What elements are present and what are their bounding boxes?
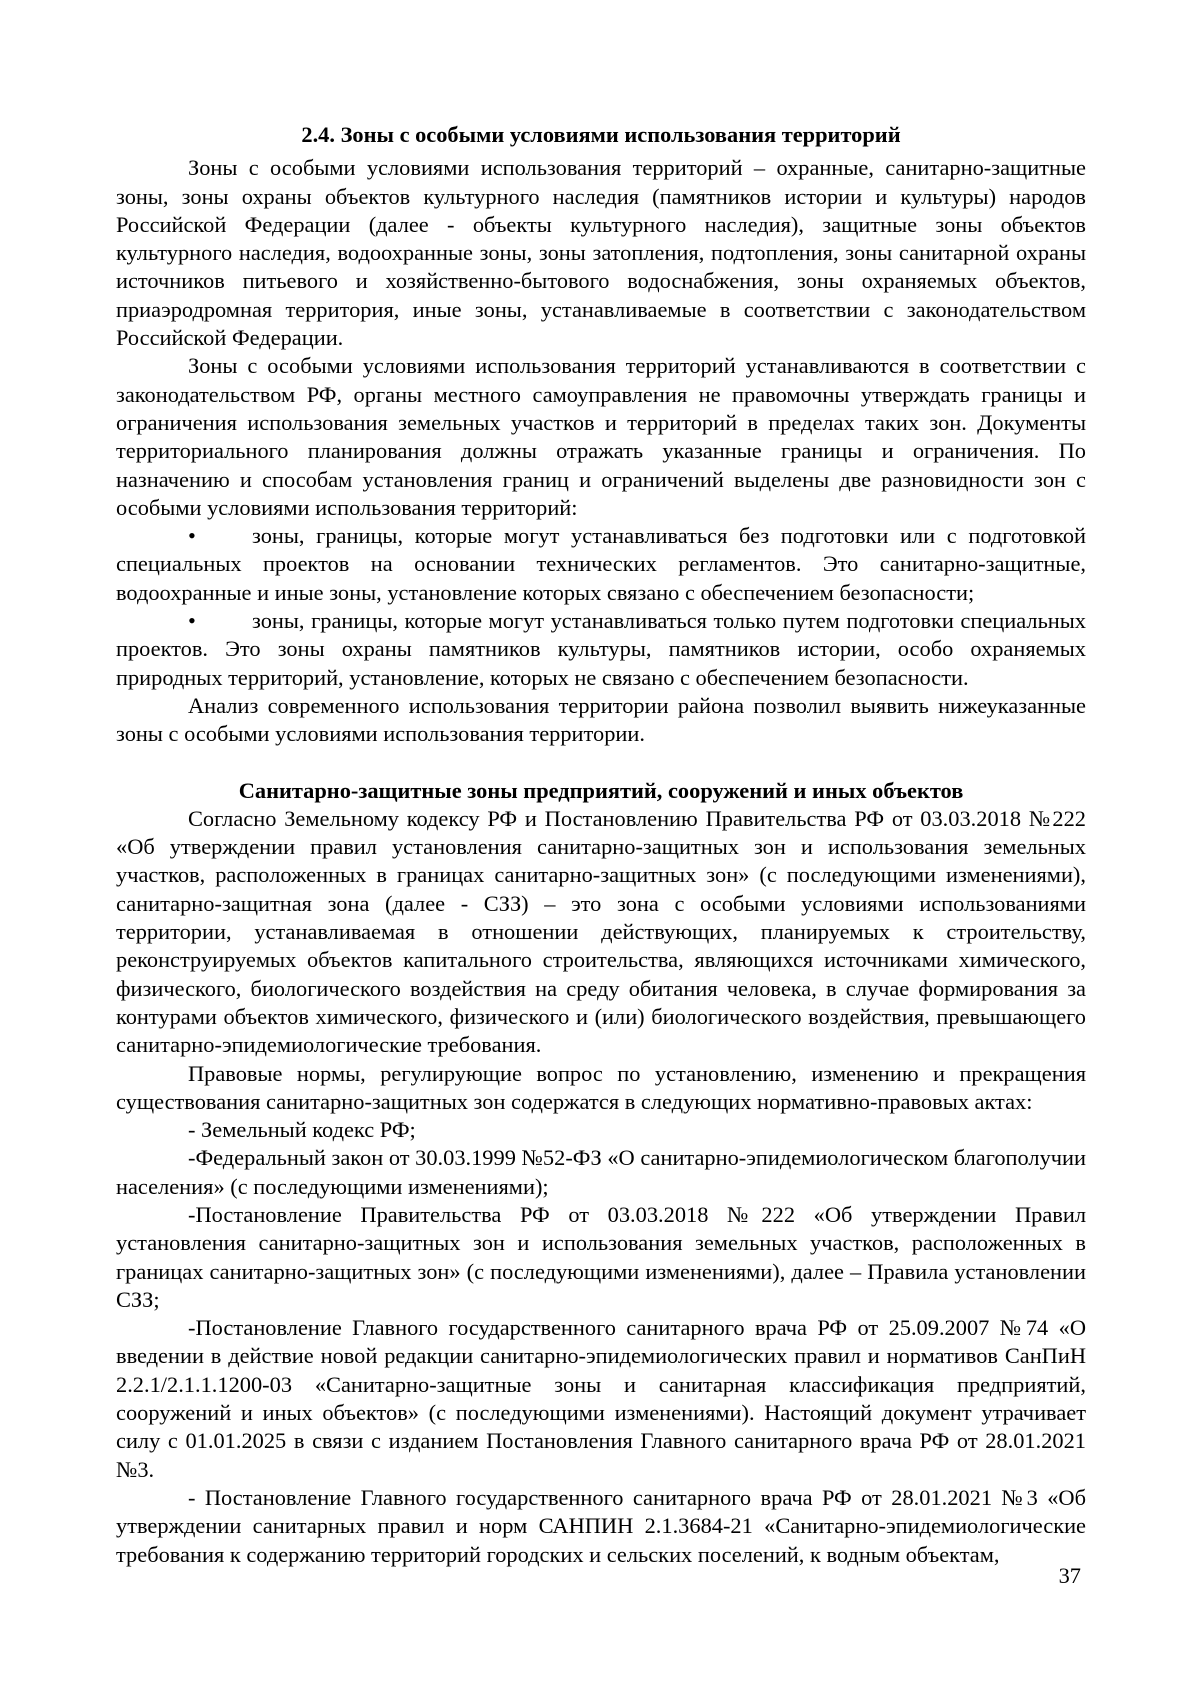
list-item: -Федеральный закон от 30.03.1999 №52-ФЗ «О санитарно-эпидемиологическом благополучии населения» (с последующими изменениями); xyxy=(116,1145,1086,1199)
paragraph: Зоны с особыми условиями использования территорий – охранные, санитарно-защитные зоны, зоны охраны объектов культурного наследия (памятников истории и культуры) народов Российской Федерации (далее - объекты культурного наследия), защитные зоны объектов культурного наследия, водоохранные зоны, зоны затопления, подтопления, зоны санитарной охраны источников питьевого и хозяйственно-бытового водоснабжения, зоны охраняемых объектов, приаэродромная территория, иные зоны, устанавливаемые в соответствии с законодательством Российской Федерации. xyxy=(116,155,1086,351)
bullet-item xyxy=(116,522,1086,607)
subsection-heading: Санитарно-защитные зоны предприятий, сооружений и иных объектов xyxy=(238,777,964,803)
list-item: -Постановление Главного государственного санитарного врача РФ от 25.09.2007 №74 «О введении в действие новой редакции санитарно-эпидемиологических правил и нормативов СанПиН 2.2.1/2.1.1.1200-03 «Санитарно-защитные зоны и санитарная классификация предприятий, сооружений и иных объектов» (с последующими изменениями). Настоящий документ утрачивает силу с 01.01.2025 в связи с изданием Постановления Главного санитарного врача РФ от 28.01.2021 №3. xyxy=(116,1315,1086,1482)
bullet-text: зоны, границы, которые могут устанавливаться только путем подготовки специальных проектов. Это зоны охраны памятников культуры, памятников истории, особо охраняемых природных территорий, установление, которых не связано с обеспечением безопасности. xyxy=(116,608,1086,690)
page-content xyxy=(116,121,1086,1569)
bullet-icon: • xyxy=(188,523,196,549)
list-item: -Постановление Правительства РФ от 03.03.2018 №222 «Об утверждении Правил установления санитарно-защитных зон и использования земельных участков, расположенных в границах санитарно-защитных зон» (с последующими изменениями), далее – Правила установлении СЗЗ; xyxy=(116,1201,1086,1312)
paragraph: Анализ современного использования территории района позволил выявить нижеуказанные зоны с особыми условиями использования территории. xyxy=(116,692,1086,747)
list-item: - Постановление Главного государственного санитарного врача РФ от 28.01.2021 №3 «Об утверждении санитарных правил и норм САНПИН 2.1.3684-21 «Санитарно-эпидемиологические требования к содержанию территорий городских и сельских поселений, к водным объектам, xyxy=(116,1484,1086,1567)
paragraph: Правовые нормы, регулирующие вопрос по установлению, изменению и прекращения существования санитарно-защитных зон содержатся в следующих нормативно-правовых актах: xyxy=(116,1060,1086,1114)
list-item: - Земельный кодекс РФ; xyxy=(188,1117,416,1143)
paragraph: Зоны с особыми условиями использования территорий устанавливаются в соответствии с законодательством РФ, органы местного самоуправления не правомочны утверждать границы и ограничения использования земельных участков и территорий в пределах таких зон. Документы территориального планирования должны отражать указанные границы и ограничения. По назначению и способам установления границ и ограничений выделены две разновидности зон с особыми условиями использования территорий: xyxy=(116,353,1086,520)
paragraph: Согласно Земельному кодексу РФ и Постановлению Правительства РФ от 03.03.2018 №222 «Об утверждении правил установления санитарно-защитных зон и использования земельных участков, расположенных в границах санитарно-защитных зон» (с последующими изменениями), санитарно-защитная зона (далее - СЗЗ) – это зона с особыми условиями использованиями территории, устанавливаемая в отношении действующих, планируемых к строительству, реконструируемых объектов капитального строительства, являющихся источниками химического, физического, биологического воздействия на среду обитания человека, в случае формирования за контурами объектов химического, физического и (или) биологического воздействия, превышающего санитарно-эпидемиологические требования. xyxy=(116,805,1086,1058)
section-heading: 2.4. Зоны с особыми условиями использования территорий xyxy=(301,122,901,147)
bullet-icon: • xyxy=(188,608,196,634)
bullet-item xyxy=(116,607,1086,692)
page-number: 37 xyxy=(1058,1563,1081,1588)
bullet-text: зоны, границы, которые могут устанавливаться без подготовки или с подготовкой специальных проектов на основании технических регламентов. Это санитарно-защитные, водоохранные и иные зоны, установление которых связано с обеспечением безопасности; xyxy=(116,523,1086,605)
